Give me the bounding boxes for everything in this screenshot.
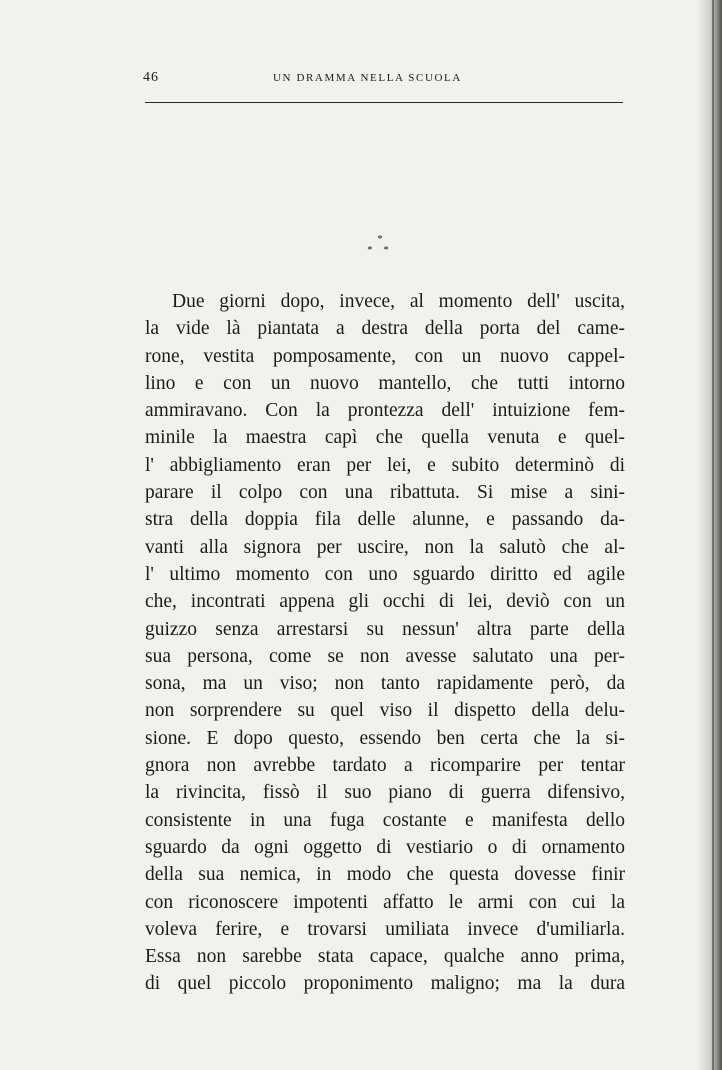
text-line: vanti alla signora per uscire, non la salutò che al- bbox=[145, 536, 625, 558]
text-line: con riconoscere impotenti affatto le armi con cui la bbox=[145, 891, 625, 913]
binding-edge-shadow bbox=[696, 0, 722, 1070]
text-line: sione. E dopo questo, essendo ben certa che la si- bbox=[145, 727, 625, 749]
text-line: l' ultimo momento con uno sguardo diritto ed agile bbox=[145, 563, 625, 585]
text-line: sona, ma un viso; non tanto rapidamente però, da bbox=[145, 673, 625, 695]
binding-edge-line bbox=[712, 0, 714, 1070]
running-header bbox=[143, 70, 623, 92]
text-line: gnora non avrebbe tardato a ricomparire per tentar bbox=[145, 755, 625, 777]
text-line: la vide là piantata a destra della porta del came- bbox=[145, 318, 625, 340]
text-line: sguardo da ogni oggetto di vestiario o di ornamento bbox=[145, 836, 625, 858]
text-line: lino e con un nuovo mantello, che tutti intorno bbox=[145, 372, 625, 394]
text-line: guizzo senza arrestarsi su nessun' altra parte della bbox=[145, 618, 625, 640]
section-break-asterism bbox=[360, 234, 400, 262]
asterism-top: * bbox=[377, 233, 383, 245]
text-line: stra della doppia fila delle alunne, e passando da- bbox=[145, 509, 625, 531]
text-line: della sua nemica, in modo che questa dovesse finir bbox=[145, 864, 625, 886]
asterism-bottom: * * bbox=[367, 244, 393, 256]
text-line: ammiravano. Con la prontezza dell' intuizione fem- bbox=[145, 400, 625, 422]
page-number: 46 bbox=[143, 70, 159, 85]
text-line: voleva ferire, e trovarsi umiliata invece d'umiliarla. bbox=[145, 918, 625, 940]
header-rule bbox=[145, 102, 623, 103]
text-line: non sorprendere su quel viso il dispetto della delu- bbox=[145, 700, 625, 722]
body-text bbox=[145, 288, 625, 998]
text-line: la rivincita, fissò il suo piano di guerra difensivo, bbox=[145, 782, 625, 804]
text-line: rone, vestita pomposamente, con un nuovo cappel- bbox=[145, 345, 625, 367]
text-line: Essa non sarebbe stata capace, qualche anno prima, bbox=[145, 946, 625, 968]
text-line: che, incontrati appena gli occhi di lei, deviò con un bbox=[145, 591, 625, 613]
text-line: sua persona, come se non avesse salutato una per- bbox=[145, 645, 625, 667]
text-line: di quel piccolo proponimento maligno; ma la dura bbox=[145, 973, 625, 995]
text-line: consistente in una fuga costante e manifesta dello bbox=[145, 809, 625, 831]
text-line: parare il colpo con una ribattuta. Si mise a sini- bbox=[145, 482, 625, 504]
text-line: minile la maestra capì che quella venuta e quel- bbox=[145, 427, 625, 449]
text-line: l' abbigliamento eran per lei, e subito determinò di bbox=[145, 454, 625, 476]
running-title: UN DRAMMA NELLA SCUOLA bbox=[273, 72, 462, 84]
text-line: Due giorni dopo, invece, al momento dell' uscita, bbox=[172, 291, 625, 312]
